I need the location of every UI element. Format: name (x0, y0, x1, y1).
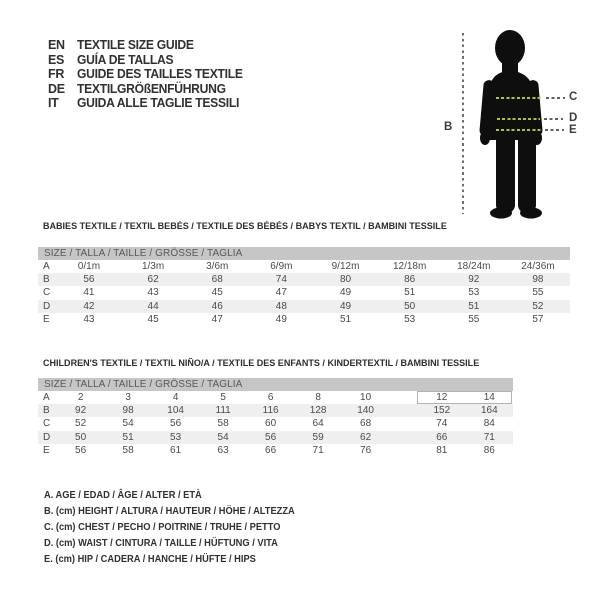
table-cell: 45 (147, 313, 159, 325)
table-cell: 60 (265, 418, 277, 430)
table-cell: 116 (262, 405, 279, 417)
row-letter-cell: A (43, 392, 50, 403)
table-cell: 45 (211, 287, 223, 299)
row-letter-cell: A (43, 261, 50, 272)
language-code: ES (48, 52, 65, 67)
table-cell: 10 (360, 392, 372, 403)
child-silhouette (477, 27, 551, 219)
table-cell: 12 (436, 392, 448, 403)
table-cell: 46 (211, 300, 223, 312)
table-row (38, 391, 513, 404)
table-cell: 54 (217, 431, 229, 443)
table-cell: 5 (220, 392, 226, 403)
table-cell: 58 (122, 444, 134, 456)
language-row (48, 38, 248, 53)
chest-measure-line (496, 97, 543, 99)
language-row (48, 67, 248, 82)
row-letter-cell: C (43, 287, 51, 299)
table-cell: 111 (215, 405, 231, 417)
table-cell: 42 (83, 300, 95, 312)
column-spacer (389, 417, 418, 430)
hip-leader-line (545, 129, 564, 131)
table-row (38, 417, 513, 430)
height-measure-line (462, 33, 464, 214)
table-cell: 53 (404, 313, 416, 325)
babies-table-rows (38, 260, 570, 326)
table-cell: 49 (339, 300, 352, 312)
table-cell: 81 (436, 444, 448, 456)
table-row (38, 404, 513, 417)
language-code: EN (48, 38, 65, 52)
table-cell: 43 (147, 287, 159, 299)
table-row (38, 444, 513, 457)
table-cell: 56 (170, 418, 182, 430)
column-spacer (389, 431, 418, 444)
row-letter-cell: B (43, 274, 50, 286)
table-cell: 64 (312, 418, 324, 430)
children-table-title: CHILDREN'S TEXTILE / TEXTIL NIÑO/A / TEXTILE DES ENFANTS / KINDERTEXTIL / BAMBINI TESSILE (43, 358, 480, 369)
table-cell: 3/6m (206, 261, 229, 272)
table-cell: 62 (147, 274, 159, 286)
table-cell: 86 (483, 444, 495, 456)
table-cell: 164 (480, 405, 498, 417)
table-cell: 74 (436, 418, 448, 430)
table-cell: 98 (532, 274, 544, 286)
table-cell: 59 (312, 431, 324, 443)
row-letter-cell: D (43, 300, 51, 312)
table-cell: 86 (404, 274, 416, 286)
table-row (38, 286, 570, 299)
table-cell: 48 (275, 300, 287, 312)
table-cell: 3 (125, 392, 131, 403)
children-table-header-bar: SIZE / TALLA / TAILLE / GRÖSSE / TAGLIA (38, 378, 513, 391)
table-cell: 55 (532, 287, 544, 299)
table-cell: 71 (483, 431, 495, 443)
table-cell: 47 (211, 313, 223, 325)
table-cell: 57 (532, 313, 544, 325)
table-cell: 51 (468, 300, 480, 312)
waist-label: D (569, 112, 578, 124)
table-cell: 51 (339, 313, 352, 325)
table-cell: 49 (275, 313, 287, 325)
legend-line: D. (cm) WAIST / CINTURA / TAILLE / HÜFTUNG / VITA (44, 538, 278, 549)
language-label: GUÍA DE TALLAS (77, 52, 174, 67)
language-row (48, 53, 248, 68)
table-cell: 14 (483, 392, 495, 403)
row-letter-cell: B (43, 405, 50, 417)
table-cell: 98 (122, 405, 134, 417)
children-table-rows (38, 391, 513, 457)
table-row (38, 431, 513, 444)
table-cell: 58 (217, 418, 229, 430)
table-cell: 51 (122, 431, 134, 443)
table-cell: 76 (360, 444, 372, 456)
table-cell: 66 (436, 431, 448, 443)
legend-line: B. (cm) HEIGHT / ALTURA / HAUTEUR / HÖHE / ALTEZZA (44, 506, 295, 517)
table-cell: 12/18m (392, 261, 427, 272)
table-cell: 66 (265, 444, 277, 456)
table-cell: 62 (360, 431, 372, 443)
table-cell: 2 (77, 392, 84, 403)
table-cell: 74 (275, 274, 287, 286)
table-cell: 54 (122, 418, 134, 430)
table-cell: 4 (172, 392, 179, 403)
babies-size-table (38, 247, 570, 326)
language-row (48, 96, 248, 111)
chest-leader-line (546, 97, 565, 99)
table-cell: 0/1m (77, 261, 101, 272)
table-cell: 56 (75, 444, 87, 456)
table-row (38, 260, 570, 273)
table-cell: 6 (267, 392, 274, 403)
table-cell: 92 (75, 405, 87, 417)
table-row (38, 313, 570, 326)
table-cell: 56 (83, 274, 95, 286)
language-code: FR (48, 67, 65, 82)
row-letter-cell: D (43, 431, 51, 443)
table-cell: 50 (75, 431, 87, 443)
table-cell: 6/9m (270, 261, 293, 272)
table-cell: 56 (265, 431, 277, 443)
table-cell: 55 (468, 313, 480, 325)
row-letter-cell: C (43, 418, 51, 430)
chest-label: C (569, 91, 578, 103)
table-cell: 24/36m (521, 261, 555, 272)
language-label: GUIDE DES TAILLES TEXTILE (77, 67, 243, 82)
table-cell: 50 (404, 300, 416, 312)
row-letter-cell: E (43, 444, 50, 456)
waist-leader-line (544, 118, 563, 120)
language-label: TEXTILE SIZE GUIDE (77, 38, 194, 52)
table-cell: 61 (170, 444, 182, 456)
table-cell: 41 (83, 287, 95, 299)
table-cell: 140 (357, 405, 374, 417)
table-cell: 8 (315, 392, 321, 403)
table-cell: 52 (75, 418, 87, 430)
table-cell: 53 (170, 431, 182, 443)
waist-measure-line (497, 118, 540, 120)
table-row (38, 273, 570, 286)
table-cell: 104 (167, 405, 184, 417)
language-code: DE (48, 81, 65, 96)
column-spacer (389, 444, 418, 457)
babies-table-title: BABIES TEXTILE / TEXTIL BEBÉS / TEXTILE DES BÉBÉS / BABYS TEXTIL / BAMBINI TESSILE (43, 221, 447, 232)
column-spacer (389, 391, 418, 404)
table-cell: 52 (532, 300, 544, 312)
column-spacer (389, 404, 418, 417)
children-size-table (38, 378, 513, 457)
language-label: TEXTILGRÖßENFÜHRUNG (77, 81, 226, 96)
table-cell: 63 (217, 444, 229, 456)
legend-line: C. (cm) CHEST / PECHO / POITRINE / TRUHE / PETTO (44, 522, 281, 533)
table-row (38, 300, 570, 313)
hip-label: E (569, 124, 577, 136)
legend-line: E. (cm) HIP / CADERA / HANCHE / HÜFTE / HIPS (44, 554, 256, 565)
language-list (48, 38, 248, 111)
table-cell: 92 (468, 274, 480, 286)
table-cell: 80 (339, 274, 352, 286)
table-cell: 53 (468, 287, 480, 299)
table-cell: 18/24m (457, 261, 491, 272)
table-cell: 47 (275, 287, 287, 299)
table-cell: 51 (404, 287, 416, 299)
row-letter-cell: E (43, 313, 50, 325)
legend-line: A. AGE / EDAD / ÂGE / ALTER / ETÀ (44, 490, 202, 501)
language-label: GUIDA ALLE TAGLIE TESSILI (77, 96, 240, 111)
table-cell: 152 (433, 405, 451, 417)
hip-measure-line (496, 129, 541, 131)
table-cell: 128 (309, 405, 327, 417)
table-cell: 71 (312, 444, 324, 456)
table-cell: 68 (360, 418, 372, 430)
language-code: IT (48, 96, 59, 111)
height-label: B (444, 121, 453, 133)
table-cell: 43 (83, 313, 95, 325)
babies-table-header-bar: SIZE / TALLA / TAILLE / GRÖSSE / TAGLIA (38, 247, 570, 260)
table-cell: 68 (211, 274, 223, 286)
table-cell: 84 (483, 418, 495, 430)
legend-list (44, 488, 314, 568)
table-cell: 49 (339, 287, 352, 299)
table-cell: 44 (147, 300, 159, 312)
language-row (48, 82, 248, 97)
table-cell: 9/12m (331, 261, 360, 272)
table-cell: 1/3m (141, 261, 165, 272)
